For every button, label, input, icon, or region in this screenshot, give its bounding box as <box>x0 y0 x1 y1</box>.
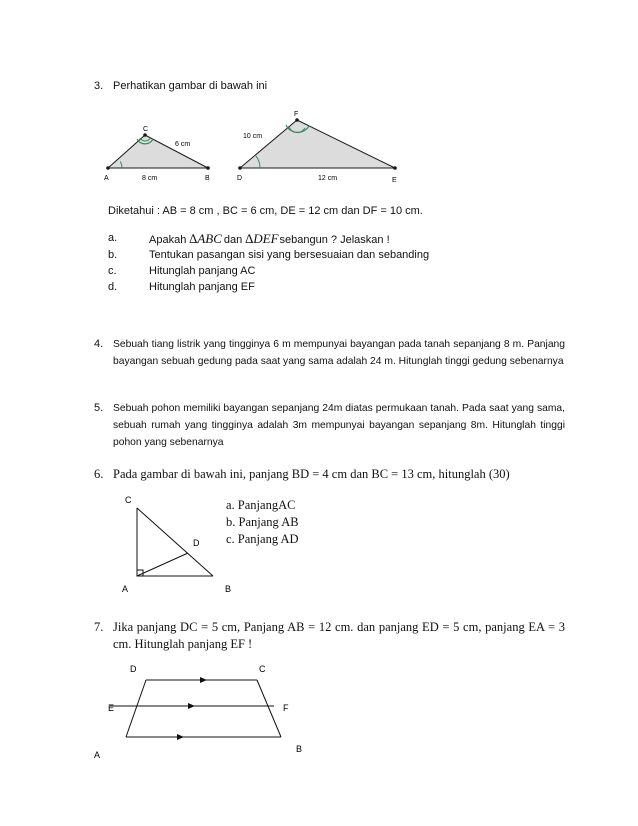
q6-item-a: a. PanjangAC <box>226 498 296 512</box>
q3-item-c-text: Hitunglah panjang AC <box>149 265 256 277</box>
label-a: A <box>94 750 101 760</box>
label-ab: 8 cm <box>142 175 158 182</box>
q6-text: Pada gambar di bawah ini, panjang BD = 4 cm dan BC = 13 cm, hitunglah (30) <box>113 467 510 481</box>
q3-item-a-letter: a. <box>108 232 118 244</box>
label-c: C <box>143 126 149 133</box>
label-c: C <box>125 495 132 505</box>
label-d: D <box>237 175 243 182</box>
label-c: C <box>259 664 266 674</box>
q4-number: 4. <box>94 338 104 350</box>
triangle-def <box>240 120 395 168</box>
q3-prompt: Perhatikan gambar di bawah ini <box>113 80 268 92</box>
label-f: F <box>294 111 299 118</box>
q6-item-c: c. Panjang AD <box>226 532 299 546</box>
q6-item-b: b. Panjang AB <box>226 515 299 529</box>
q3-item-d-text: Hitunglah panjang EF <box>149 281 255 293</box>
q3-item-c-letter: c. <box>108 265 117 277</box>
q5-text: Sebuah pohon memiliki bayangan sepanjang 24m diatas permukaan tanah. Pada saat yang sama, sebuah rumah yang tingginya adalah 3m mempunyai bayangan sepanjang 8m. Hitunglah tinggi pohon yang sebenarnya <box>113 403 565 448</box>
triangle-abc <box>108 135 208 168</box>
label-f: F <box>283 703 289 713</box>
label-bc: 6 cm <box>175 141 191 148</box>
q4-text: Sebuah tiang listrik yang tingginya 6 m mempunyai bayangan pada tanah sepanjang 8 m. Panjang bayangan sebuah gedung pada saat yang sama adalah 24 m. Hitunglah tinggi gedung sebenarnya <box>113 339 565 367</box>
q3-item-a-post: sebangun ? Jelaskan ! <box>279 234 390 246</box>
q5-number: 5. <box>94 402 104 414</box>
label-b: B <box>296 744 303 754</box>
q6-number: 6. <box>94 467 104 481</box>
q3-item-a-pre: Apakah <box>149 234 190 246</box>
label-e: E <box>392 177 397 184</box>
label-d: D <box>193 538 200 548</box>
q7-trapezoid-figure <box>88 658 318 768</box>
q3-item-b-text: Tentukan pasangan sisi yang bersesuaian dan sebanding <box>149 249 430 261</box>
q3-item-d-letter: d. <box>108 281 118 293</box>
label-b: B <box>205 175 210 182</box>
label-a: A <box>122 584 129 594</box>
q3-triangle-abc: ∆ABC <box>189 231 222 246</box>
label-b: B <box>225 584 232 594</box>
q3-item-b-letter: b. <box>108 249 118 261</box>
q3-given: Diketahui : AB = 8 cm , BC = 6 cm, DE = 12 cm dan DF = 10 cm. <box>108 205 423 217</box>
q3-similar-triangles-figure <box>100 108 410 188</box>
q7-number: 7. <box>94 620 104 634</box>
label-df: 10 cm <box>243 133 263 140</box>
q3-number: 3. <box>94 80 104 92</box>
label-de: 12 cm <box>318 175 338 182</box>
q3-triangle-def: ∆DEF <box>245 231 279 246</box>
q7-text: Jika panjang DC = 5 cm, Panjang AB = 12 cm. dan panjang ED = 5 cm, panjang EA = 3 cm. Hitunglah panjang EF ! <box>113 620 565 651</box>
q3-item-a-mid: dan <box>223 234 246 246</box>
label-e: E <box>108 703 115 713</box>
label-d: D <box>130 664 137 674</box>
label-a: A <box>104 175 109 182</box>
